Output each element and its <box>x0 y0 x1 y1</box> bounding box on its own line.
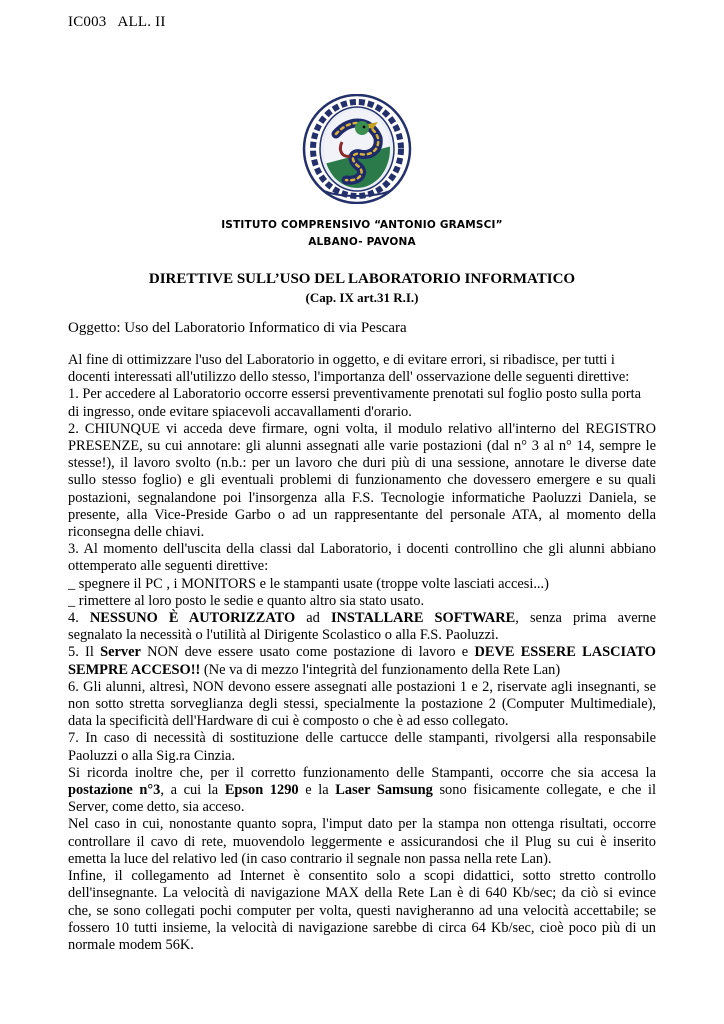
line <box>68 644 656 661</box>
emphasis: INSTALLARE SOFTWARE <box>330 610 516 627</box>
line: dell'insegnante. La velocità di navigazione MAX della Rete Lan è di 640 Kb/sec; da ciò si evince <box>68 885 656 902</box>
text: , senza prima averne <box>515 610 656 627</box>
text: , a cui la <box>160 782 225 799</box>
directive-5 <box>68 644 656 678</box>
text: ad <box>295 610 331 627</box>
line: 6. Gli alunni, altresì, NON devono essere assegnati alle postazioni 1 e 2, riservate agli insegnanti, se <box>68 678 656 695</box>
line: stesse!), il lavoro svolto (n.b.: per un lavoro che duri più di una sessione, annotare le diverse date <box>68 455 656 472</box>
directive-7 <box>68 730 656 764</box>
line: controllare il cavo di rete, muovendolo leggermente e assicurandosi che il Plug su cui è inserito <box>68 833 656 850</box>
text: (Ne va di mezzo l'integrità del funzionamento della Rete Lan) <box>200 661 561 678</box>
intro-paragraph <box>68 352 656 421</box>
line: Paoluzzi o alla Sig.ra Cinzia. <box>68 747 236 764</box>
line: postazioni, segnalandone poi l'insorgenza alla F.S. Tecnologie informatiche Paoluzzi Daniela, se <box>68 489 656 506</box>
line: Si ricorda inoltre che, per il corretto funzionamento delle Stampanti, occorre che sia accesa la <box>68 764 656 781</box>
line: Infine, il collegamento ad Internet è consentito solo a scopi didattici, sotto stretto controllo <box>68 868 656 885</box>
emphasis: Server <box>100 644 141 661</box>
line: Al fine di ottimizzare l'uso del Laboratorio in oggetto, e di evitare errori, si ribadisce, per tutti i <box>68 352 615 368</box>
line: 2. CHIUNQUE vi acceda deve firmare, ogni volta, il modulo relativo all'interno del REGISTRO <box>68 420 656 437</box>
line: 1. Per accedere al Laboratorio occorre essersi preventivamente prenotati sul foglio posto sulla porta <box>68 386 642 403</box>
text: NON deve essere usato come postazione di lavoro e <box>140 644 475 661</box>
line: Nel caso in cui, nonostante quanto sopra, l'imput dato per la stampa non ottenga risultati, occorre <box>68 816 656 833</box>
line: di ingresso, onde evitare spiacevoli accavallamenti d'orario. <box>68 403 412 420</box>
internet-note <box>68 868 656 954</box>
document-subject: Oggetto: Uso del Laboratorio Informatico di via Pescara <box>68 320 407 336</box>
line: fossero 10 tutti insieme, la velocità di navigazione sarebbe di circa 64 Kb/sec, cioè poco più di un <box>68 919 656 936</box>
line: data la specificità dell'Hardware di cui è composto o che è ad esso collegato. <box>68 713 509 730</box>
document-subtitle: (Cap. IX art.31 R.I.) <box>305 290 419 305</box>
line: presente, alla Vice-Preside Garbo o ad un rappresentante del personale ATA, al momento della <box>68 506 656 523</box>
document-body <box>68 352 656 954</box>
directive-6 <box>68 679 656 731</box>
line: _ spegnere il PC , i MONITORS e le stampanti usate (troppe volte lasciati accesi...) <box>68 575 549 592</box>
line: 7. In caso di necessità di sostituzione delle cartucce delle stampanti, rivolgersi alla responsabile <box>68 730 656 747</box>
line: docenti interessati all'utilizzo dello stesso, l'importanza dell' osservazione delle seguenti direttive: <box>68 369 630 386</box>
emphasis: NESSUNO È AUTORIZZATO <box>89 610 296 627</box>
directive-3 <box>68 541 656 610</box>
text: e la <box>298 782 336 799</box>
document-title: DIRETTIVE SULL’USO DEL LABORATORIO INFORMATICO <box>148 271 576 287</box>
line: normale modem 56K. <box>68 936 194 953</box>
document-code: IC003 ALL. II <box>68 14 166 30</box>
printer-note <box>68 765 656 817</box>
school-place: ALBANO- PAVONA <box>308 236 416 248</box>
emphasis: Epson 1290 <box>224 782 299 799</box>
line: segnalato la necessità o l'utilità al Dirigente Scolastico o alla F.S. Paoluzzi. <box>68 627 499 644</box>
line: emetta la luce del relativo led (in caso contrario il segnale non passa nella rete Lan). <box>68 850 552 867</box>
line: sullo stesso foglio) e gli eventuali problemi di funzionamento che dovessero emergere e su quali <box>68 472 656 489</box>
emphasis: postazione n°3 <box>68 782 161 799</box>
line: _ rimettere al loro posto le sedie e quanto altro sia stato usato. <box>68 592 425 609</box>
line <box>68 662 560 678</box>
line: ottemperato alle seguenti direttive: <box>68 558 269 575</box>
line: 3. Al momento dell'uscita della classi dal Laboratorio, i docenti controllino che gli alunni abbiano <box>68 541 656 558</box>
directive-2 <box>68 421 656 541</box>
line: PRESENZE, su cui annotare: gli alunni assegnati alle varie postazioni (dal n° 3 al n° 14, sempre le <box>68 438 656 455</box>
directive-4 <box>68 610 656 644</box>
emphasis: DEVE ESSERE LASCIATO <box>474 644 657 661</box>
emphasis: SEMPRE ACCESO!! <box>68 661 201 678</box>
line: che, se sono collegati pochi computer per volta, questi navigheranno ad una velocità accettabile; se <box>68 902 656 919</box>
item-number: 5. Il <box>68 644 101 661</box>
text: sono fisicamente collegate, e che il <box>432 782 656 799</box>
school-name: ISTITUTO COMPRENSIVO “ANTONIO GRAMSCI” <box>221 219 503 231</box>
school-crest-logo <box>302 94 412 204</box>
network-note <box>68 816 656 868</box>
line: riconsegna delle chiavi. <box>68 524 205 541</box>
item-number: 4. <box>68 610 90 627</box>
emphasis: Laser Samsung <box>335 782 433 799</box>
line: non sotto stretta sorveglianza degli stessi, specialmente la postazione 2 (Computer Multimediale), <box>68 696 656 713</box>
line: Server, come detto, sia acceso. <box>68 799 245 816</box>
line <box>68 610 656 627</box>
line <box>68 782 656 799</box>
